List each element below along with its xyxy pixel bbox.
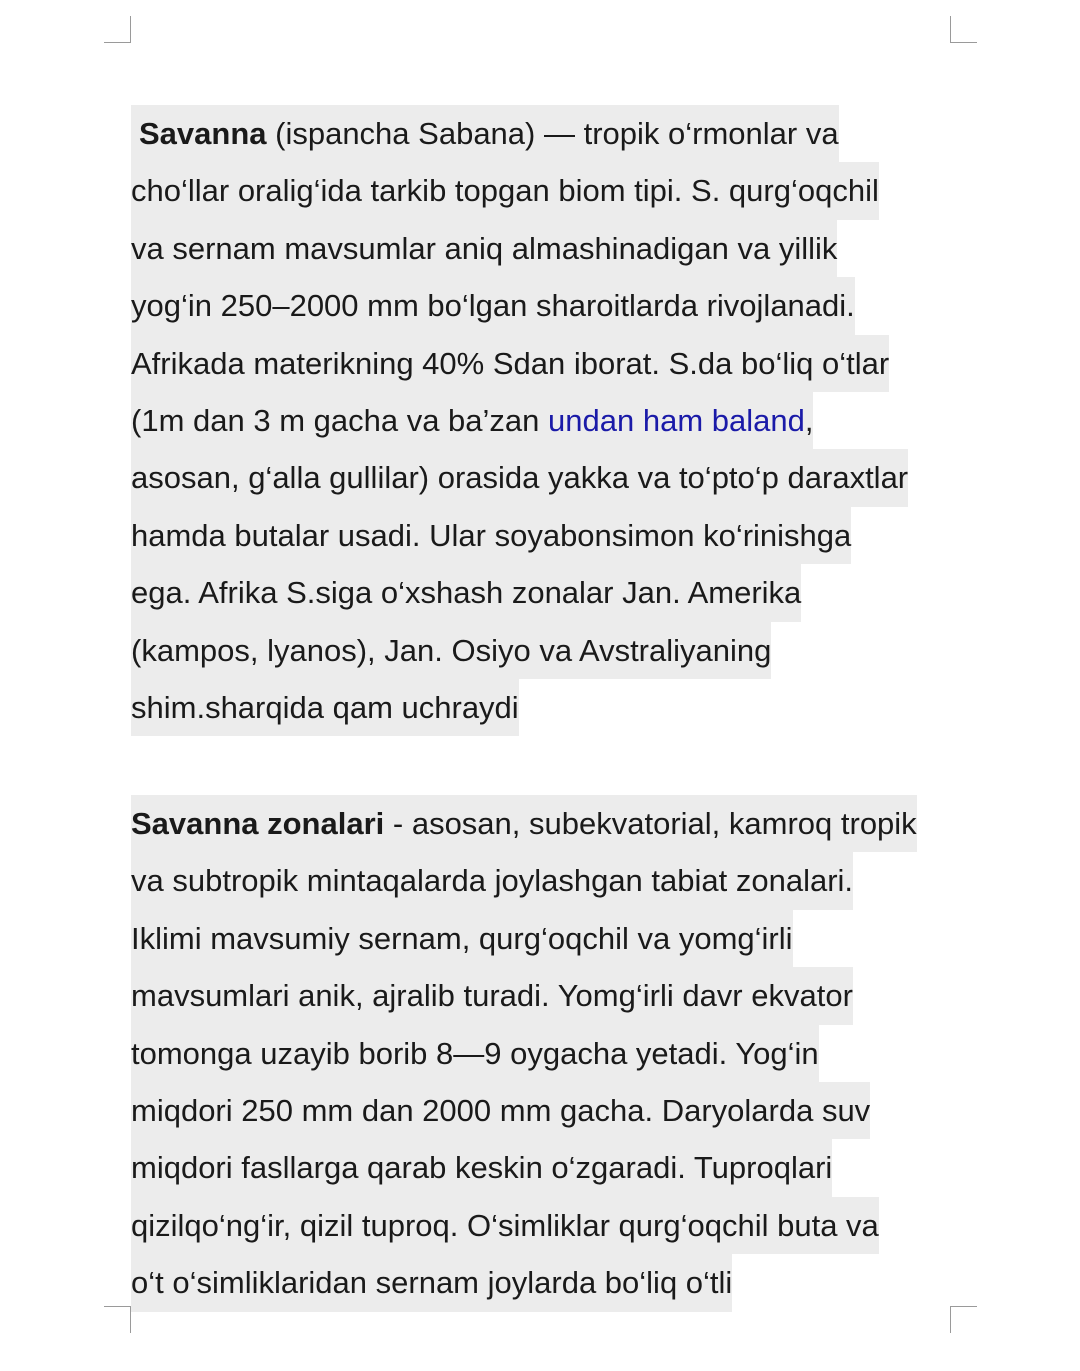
paragraph-savanna-zonalari[interactable] [131, 795, 961, 1312]
crop-mark-bottom-left [104, 1306, 131, 1333]
hyperlink-undan-ham-baland[interactable]: undan ham baland [548, 402, 805, 438]
text-line: (1m dan 3 m gacha va ba’zan undan ham baland, [131, 392, 961, 449]
text-line: asosan, g‘alla gullilar) orasida yakka va to‘pto‘p daraxtlar [131, 449, 961, 506]
text-line: mavsumlari anik, ajralib turadi. Yomg‘irli davr ekvator [131, 967, 961, 1024]
text-line: miqdori 250 mm dan 2000 mm gacha. Daryolarda suv [131, 1082, 961, 1139]
text-line: o‘t o‘simliklaridan sernam joylarda bo‘liq o‘tli [131, 1254, 961, 1311]
text-line: yog‘in 250–2000 mm bo‘lgan sharoitlarda rivojlanadi. [131, 277, 961, 334]
term-savanna-zonalari: Savanna zonalari [131, 806, 385, 841]
text-line: (kampos, lyanos), Jan. Osiyo va Avstraliyaning [131, 622, 961, 679]
text-line: tomonga uzayib borib 8—9 oygacha yetadi. Yog‘in [131, 1025, 961, 1082]
text-line: Iklimi mavsumiy sernam, qurg‘oqchil va yomg‘irli [131, 910, 961, 967]
text-line: va sernam mavsumlar aniq almashinadigan va yillik [131, 220, 961, 277]
text-line: Savanna (ispancha Sabana) — tropik o‘rmonlar va [131, 105, 961, 162]
text-line: shim.sharqida qam uchraydi [131, 679, 961, 736]
text-line: ega. Afrika S.siga o‘xshash zonalar Jan. Amerika [131, 564, 961, 621]
text-line: hamda butalar usadi. Ular soyabonsimon ko‘rinishga [131, 507, 961, 564]
text-line: va subtropik mintaqalarda joylashgan tabiat zonalari. [131, 852, 961, 909]
text-line: qizilqo‘ng‘ir, qizil tuproq. O‘simliklar qurg‘oqchil buta va [131, 1197, 961, 1254]
text-line: miqdori fasllarga qarab keskin o‘zgaradi. Tuproqlari [131, 1139, 961, 1196]
crop-mark-top-right [950, 16, 977, 43]
term-savanna: Savanna [139, 116, 267, 151]
text-line: cho‘llar oralig‘ida tarkib topgan biom tipi. S. qurg‘oqchil [131, 162, 961, 219]
text-line: Savanna zonalari - asosan, subekvatorial, kamroq tropik [131, 795, 961, 852]
text-line: Afrikada materikning 40% Sdan iborat. S.da bo‘liq o‘tlar [131, 335, 961, 392]
crop-mark-top-left [104, 16, 131, 43]
paragraph-savanna[interactable] [131, 105, 961, 736]
